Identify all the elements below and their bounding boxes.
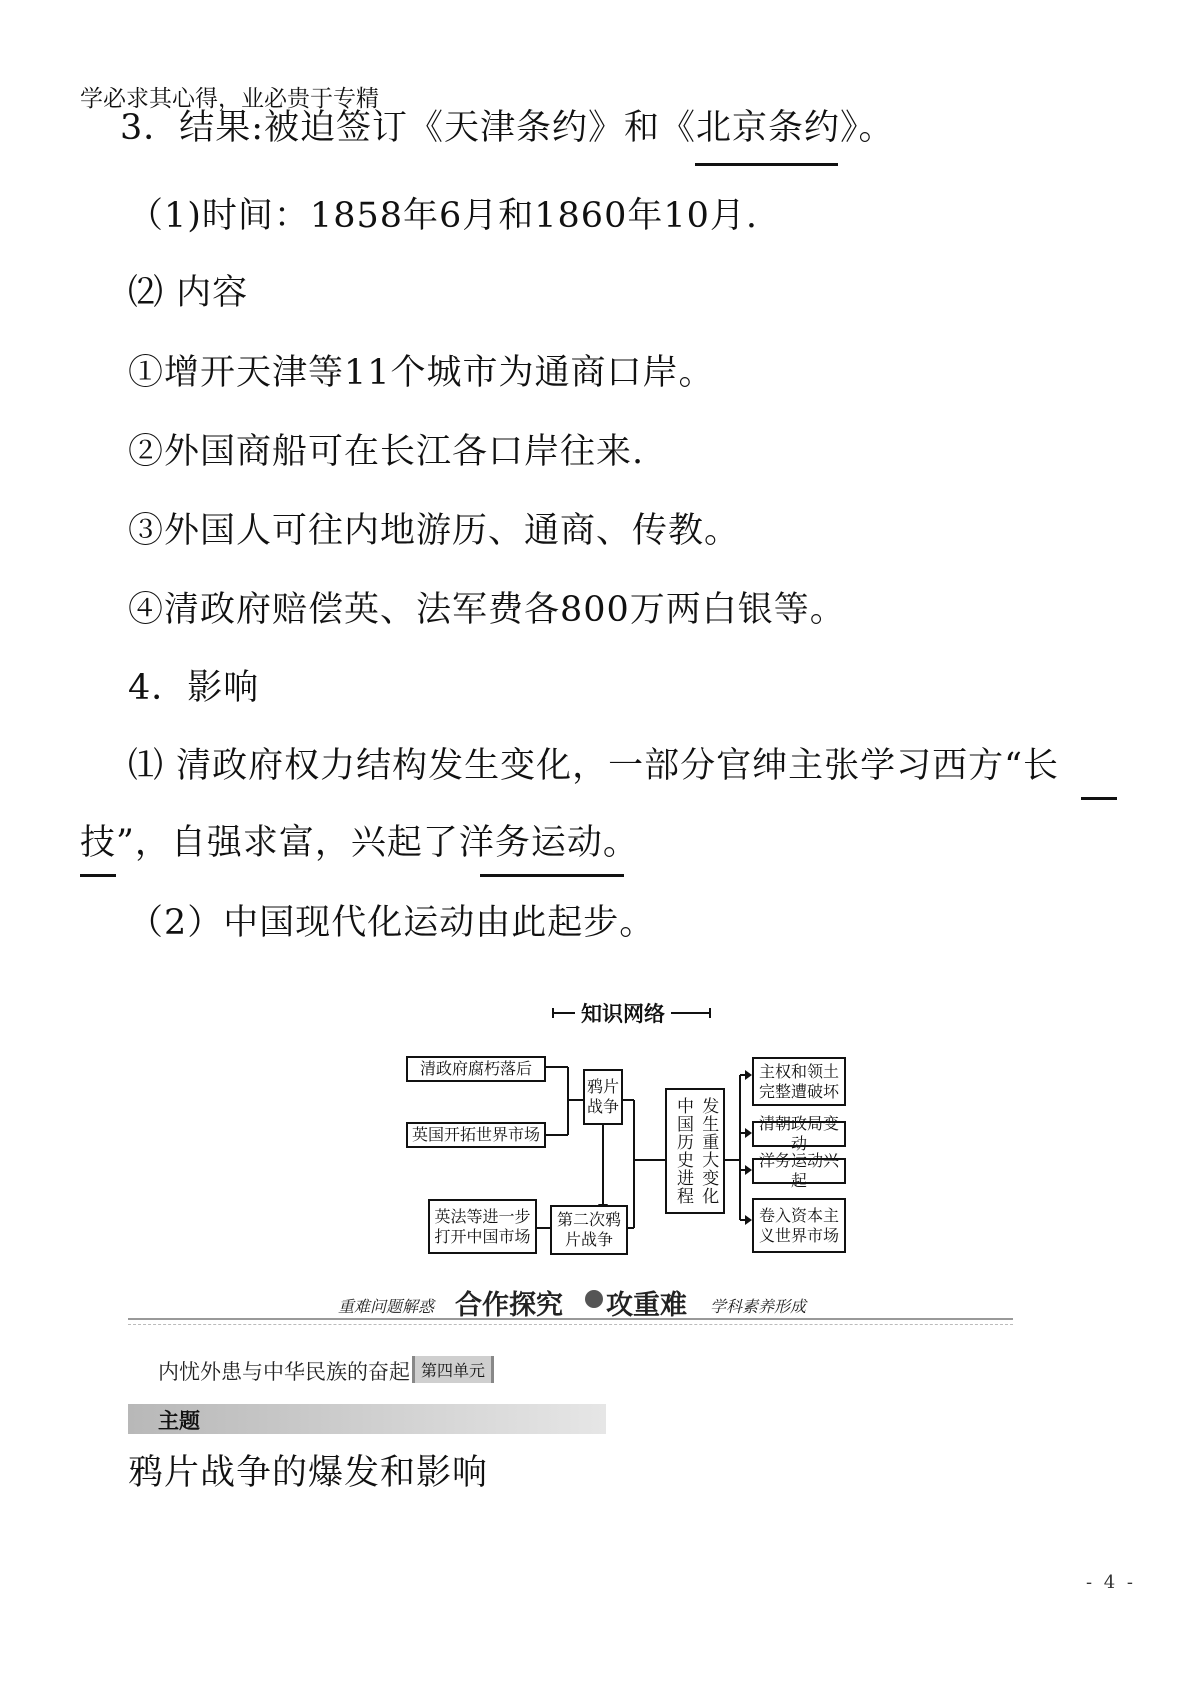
content-item-4: ④清政府赔偿英、法军费各800万两白银等。 — [128, 590, 846, 630]
topic-heading: 鸦片战争的爆发和影响 — [128, 1453, 489, 1493]
time-line: （1)时间：1858年6月和1860年10月. — [128, 196, 758, 236]
war-opium-2: 第二次鸦片战争 — [550, 1205, 628, 1255]
impact-2: （2）中国现代化运动由此起步。 — [128, 903, 656, 943]
content-item-1: ①增开天津等11个城市为通商口岸。 — [128, 353, 715, 393]
cause-qing-decay: 清政府腐朽落后 — [406, 1056, 546, 1082]
banner-center-1: 合作探究 — [455, 1290, 563, 1321]
content-heading: ⑵ 内容 — [128, 273, 249, 313]
effect-yangwu: 洋务运动兴起 — [752, 1158, 846, 1184]
effect-sovereignty: 主权和领土完整遭破坏 — [752, 1057, 846, 1106]
process-left: 中国历史进程 — [673, 1097, 693, 1205]
header-motto: 学必求其心得，业必贵于专精 — [80, 86, 379, 112]
topic-label: 主题 — [158, 1409, 200, 1433]
unit-title: 内忧外患与中华民族的奋起 — [158, 1360, 410, 1384]
content-item-2: ②外国商船可在长江各口岸往来. — [128, 432, 645, 472]
unit-tag: 第四单元 — [412, 1356, 494, 1383]
result-heading: 3．结果:被迫签订《天津条约》和《北京条约》。 — [120, 108, 895, 148]
banner-left: 重难问题解惑 — [338, 1297, 435, 1316]
process-right: 发生重大变化 — [698, 1097, 719, 1205]
impact-1-line2: 技”，自强求富，兴起了洋务运动。 — [80, 823, 639, 863]
war-opium-1: 鸦片战争 — [583, 1069, 623, 1125]
page-number: - 4 - — [1085, 1572, 1136, 1593]
content-item-3: ③外国人可往内地游历、通商、传教。 — [128, 511, 741, 551]
banner-center-2: 攻重难 — [606, 1290, 687, 1321]
network-title: 知识网络 — [575, 998, 671, 1028]
impact-heading: 4．影响 — [128, 668, 260, 708]
effect-world-market: 卷入资本主义世界市场 — [752, 1198, 846, 1253]
cause-anglo-french: 英法等进一步打开中国市场 — [428, 1199, 537, 1254]
banner-divider — [128, 1318, 1013, 1325]
effect-politics: 清朝政局变动 — [752, 1121, 846, 1147]
banner-right: 学科素养形成 — [710, 1297, 807, 1316]
chevron-right-icon — [585, 1290, 603, 1308]
process-box — [665, 1088, 725, 1214]
cause-britain-market: 英国开拓世界市场 — [406, 1122, 546, 1148]
impact-1-line1: ⑴ 清政府权力结构发生变化，一部分官绅主张学习西方“长 — [128, 746, 1060, 786]
